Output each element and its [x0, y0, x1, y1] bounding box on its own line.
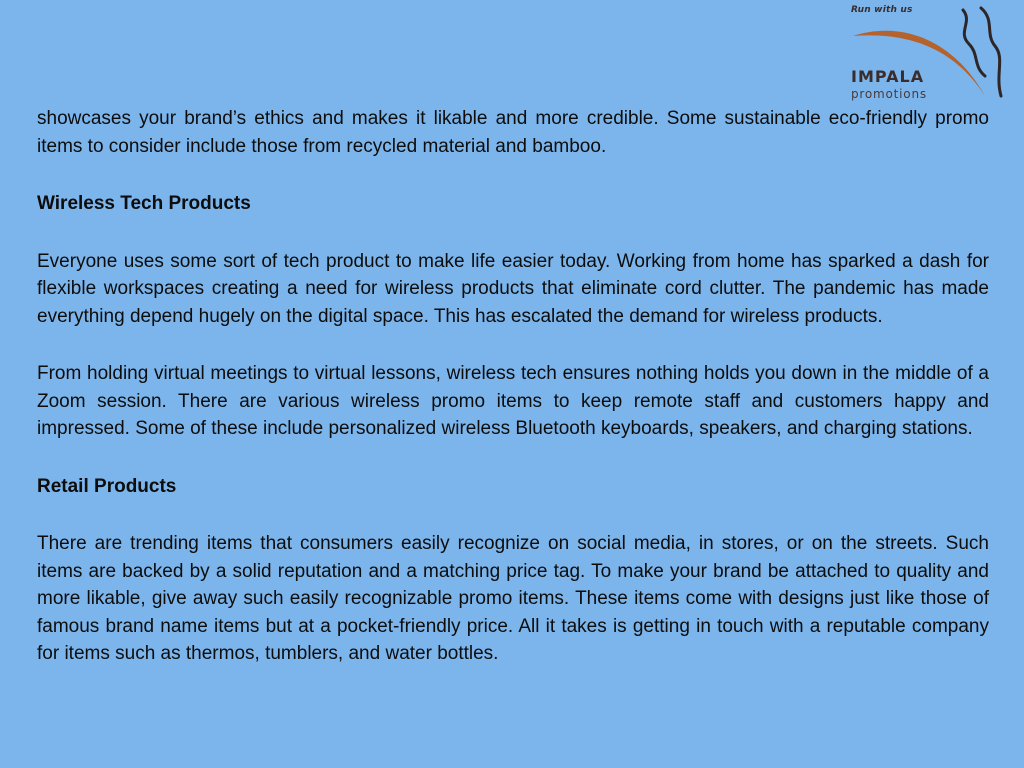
- document-body: [37, 105, 989, 698]
- logo-horn-left-icon: [963, 10, 985, 76]
- paragraph-wireless-intro: Everyone uses some sort of tech product to make life easier today. Working from home has sparked a dash for flexible workspaces creating a need for wireless products that eliminate cord clutter. The pandemic has made everything depend hugely on the digital space. This has escalated the demand for wireless products.: [37, 250, 989, 327]
- paragraph-sustainable-items: showcases your brand’s ethics and makes it likable and more credible. Some sustainable eco-friendly promo items to consider include those from recycled material and bamboo.: [37, 108, 989, 157]
- logo-subtitle: promotions: [851, 87, 927, 101]
- heading-wireless-tech: Wireless Tech Products: [37, 193, 251, 214]
- paragraph-wireless-examples: From holding virtual meetings to virtual lessons, wireless tech ensures nothing holds you down in the middle of a Zoom session. There are various wireless promo items to keep remote staff and customers happy and impressed. Some of these include personalized wireless Bluetooth keyboards, speakers, and charging stations.: [37, 363, 989, 439]
- logo-horn-right-icon: [981, 8, 1001, 96]
- heading-retail-products: Retail Products: [37, 475, 177, 497]
- paragraph-retail-products: There are trending items that consumers easily recognize on social media, in stores, or on the streets. Such items are backed by a solid reputation and a matching price tag. To make your brand be attached to quality and more likable, give away such easily recognizable promo items. These items come with designs just like those of famous brand name items but at a pocket-friendly price. All it takes is getting in touch with a reputable company for items such as thermos, tumblers, and water bottles.: [37, 533, 989, 664]
- logo-tagline: Run with us: [851, 5, 913, 15]
- impala-promotions-logo: [845, 4, 1020, 108]
- logo-name: IMPALA: [851, 67, 925, 86]
